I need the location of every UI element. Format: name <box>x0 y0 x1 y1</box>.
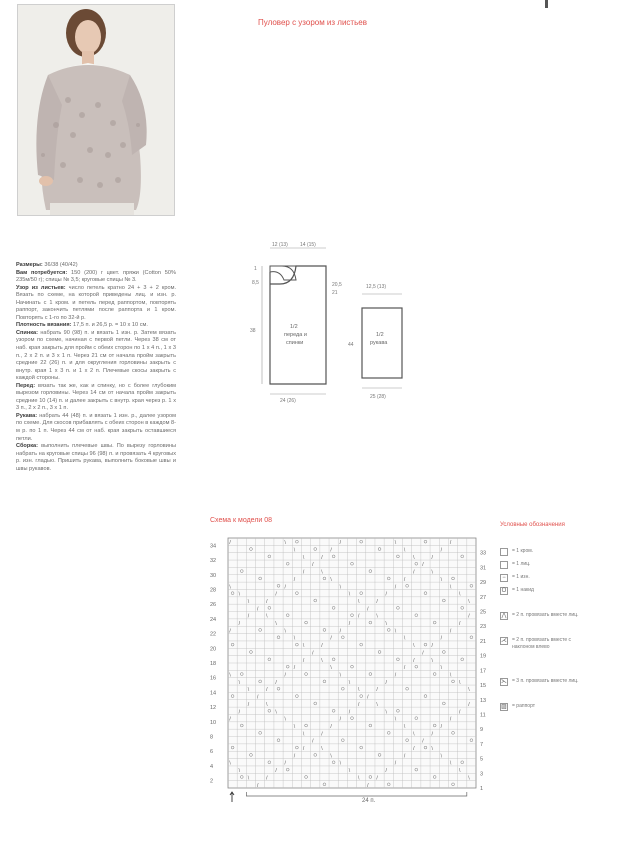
stitch-ssk: \ <box>247 775 250 782</box>
stitch-ssk: \ <box>284 628 286 635</box>
stitch-ssk: \ <box>394 716 397 723</box>
row-label-left: 2 <box>210 778 214 785</box>
stitch-k2tog: / <box>238 709 240 716</box>
row-label-right: 11 <box>480 712 486 719</box>
stitch-ssk: \ <box>357 598 360 605</box>
start-arrow-icon <box>230 792 234 802</box>
stitch-ssk: \ <box>321 657 323 664</box>
stitch-ssk: \ <box>376 613 378 620</box>
sleeve-label-1: 1/2 <box>376 332 384 338</box>
stitch-ssk: \ <box>468 687 470 694</box>
row-label-right: 3 <box>480 771 484 778</box>
row-label-right: 29 <box>480 580 487 587</box>
stitch-k2tog: / <box>275 768 277 775</box>
row-label-left: 12 <box>210 705 217 712</box>
stitch-k2tog: / <box>238 621 240 628</box>
stitch-ssk: \ <box>385 621 387 628</box>
legend-symbol <box>500 561 508 569</box>
repeat-width-label: 24 п. <box>362 798 376 804</box>
stitch-ssk: \ <box>330 753 332 760</box>
legend <box>500 548 590 728</box>
stitch-k2tog: / <box>284 672 286 679</box>
stitch-ssk: \ <box>302 731 305 738</box>
row-label-right: 21 <box>480 638 487 645</box>
stitch-ssk: \ <box>403 723 406 730</box>
stitch-ssk: \ <box>449 584 452 591</box>
stitch-ssk: \ <box>459 768 461 775</box>
stitch-k2tog: / <box>385 768 387 775</box>
stitch-k2tog: / <box>302 657 305 664</box>
row-label-right: 25 <box>480 609 487 616</box>
stitch-k2tog: / <box>293 665 296 672</box>
model-photo <box>17 4 175 216</box>
legend-item: = 1 лиц. <box>500 561 590 571</box>
stitch-k2tog: / <box>284 760 286 767</box>
stitch-ssk: \ <box>266 701 268 708</box>
dim-sleeve-top: 12,5 (13) <box>366 284 387 290</box>
knitting-chart <box>206 530 496 808</box>
stitch-ssk: \ <box>293 635 296 642</box>
legend-item: − = 1 изн. <box>500 574 590 584</box>
stitch-k2tog: / <box>229 716 231 723</box>
stitch-k2tog: / <box>275 591 277 598</box>
stitch-k2tog: / <box>394 760 397 767</box>
instruction-paragraph: Сборка: выполнить плечевые швы. По вырезу горловины набрать на круговые спицы 96 (98) п. и провязать 4 круговых р. изн. гладью. Пришить рукава, выполнить боковые швы и швы рукавов. <box>16 443 176 472</box>
dim-sleeve-height: 44 <box>348 342 354 348</box>
stitch-k2tog: / <box>459 709 461 716</box>
legend-item: = 1 кром. <box>500 548 590 558</box>
legend-symbol: ▨ <box>501 704 507 710</box>
stitch-ssk: \ <box>413 643 415 650</box>
row-label-right: 9 <box>480 727 484 734</box>
front-label-2: переда и <box>284 332 307 338</box>
instruction-paragraph: Плотность вязания: 17,5 п. и 26,5 р. = 10 х 10 см. <box>16 322 148 329</box>
stitch-ssk: \ <box>394 540 397 547</box>
stitch-ssk: \ <box>330 576 332 583</box>
row-label-left: 8 <box>210 734 214 741</box>
stitch-k2tog: / <box>256 782 259 789</box>
stitch-k2tog: / <box>449 628 452 635</box>
stitch-k2tog: / <box>403 753 406 760</box>
stitch-ssk: \ <box>468 598 470 605</box>
stitch-ssk: \ <box>302 554 305 561</box>
dim-right-arm: 20,5 <box>332 282 342 288</box>
stitch-ssk: \ <box>348 591 351 598</box>
stitch-k2tog: / <box>385 679 387 686</box>
row-label-left: 4 <box>210 763 214 770</box>
row-label-left: 24 <box>210 616 217 623</box>
page-title: Пуловер с узором из листьев <box>258 18 367 27</box>
stitch-k2tog: / <box>312 738 314 745</box>
stitch-k2tog: / <box>440 547 443 554</box>
stitch-k2tog: / <box>413 746 415 753</box>
stitch-ssk: \ <box>275 709 277 716</box>
stitch-k2tog: / <box>431 643 433 650</box>
front-label-1: 1/2 <box>290 324 298 330</box>
row-label-left: 32 <box>210 558 217 565</box>
stitch-ssk: \ <box>385 709 387 716</box>
stitch-k2tog: / <box>468 613 470 620</box>
stitch-ssk: \ <box>348 679 351 686</box>
stitch-k2tog: / <box>385 591 387 598</box>
stitch-k2tog: / <box>468 701 470 708</box>
stitch-ssk: \ <box>266 613 268 620</box>
row-label-left: 20 <box>210 646 217 653</box>
stitch-ssk: \ <box>431 657 433 664</box>
stitch-k2tog: / <box>367 782 369 789</box>
row-label-left: 34 <box>210 543 217 550</box>
row-label-right: 5 <box>480 756 484 763</box>
legend-item: ▨ = раппорт <box>501 703 536 710</box>
stitch-ssk: \ <box>284 540 286 547</box>
legend-title: Условные обозначения <box>500 522 565 528</box>
legend-item: O = 1 накид <box>501 587 534 594</box>
dim-left-mid: 8,5 <box>252 280 259 286</box>
stitch-k2tog: / <box>330 635 332 642</box>
stitch-k2tog: / <box>422 738 424 745</box>
stitch-k2tog: / <box>357 613 360 620</box>
stitch-ssk: \ <box>339 760 342 767</box>
stitch-k2tog: / <box>394 672 397 679</box>
stitch-ssk: \ <box>293 547 296 554</box>
instructions-text <box>16 262 176 473</box>
stitch-k2tog: / <box>256 606 259 613</box>
stitch-k2tog: / <box>293 576 296 583</box>
stitch-k2tog: / <box>394 584 397 591</box>
model-photo-illustration <box>18 5 174 215</box>
row-label-right: 31 <box>480 565 487 572</box>
stitch-k2tog: / <box>284 584 286 591</box>
stitch-ssk: \ <box>247 687 250 694</box>
stitch-ssk: \ <box>468 775 470 782</box>
stitch-k2tog: / <box>247 613 250 620</box>
stitch-ssk: \ <box>413 554 415 561</box>
stitch-k2tog: / <box>348 709 351 716</box>
stitch-k2tog: / <box>431 554 433 561</box>
page-corner-mark <box>545 0 548 8</box>
stitch-k2tog: / <box>302 569 305 576</box>
row-label-left: 22 <box>210 631 217 638</box>
legend-symbol: ⋀ <box>501 613 507 619</box>
legend-item: ⋀ = 2 п. провязать вместе лиц. <box>501 612 579 619</box>
dim-top-neck2: 14 (15) <box>300 242 316 248</box>
row-label-right: 33 <box>480 550 487 557</box>
row-label-right: 17 <box>480 668 487 675</box>
stitch-k2tog: / <box>321 731 323 738</box>
dim-bottom: 24 (26) <box>280 398 296 404</box>
sleeve-label-2: рукава <box>370 340 388 346</box>
stitch-ssk: \ <box>357 687 360 694</box>
row-label-right: 27 <box>480 594 487 601</box>
instruction-paragraph: Вам потребуется: 150 (200) г цвет. пряжи (Cotton 50% 235м/50 г); спицы № 3,5; круговые спицы № 3. <box>16 269 176 284</box>
stitch-k2tog: / <box>312 562 314 569</box>
stitch-k2tog: / <box>321 554 323 561</box>
row-label-left: 16 <box>210 675 217 682</box>
legend-item: ⋋ = 3 п. провязать вместе лиц. <box>501 678 579 685</box>
stitch-ssk: \ <box>459 591 461 598</box>
stitch-ssk: \ <box>238 591 240 598</box>
stitch-k2tog: / <box>431 731 433 738</box>
row-label-right: 7 <box>480 741 484 748</box>
stitch-ssk: \ <box>275 621 277 628</box>
dim-left-top: 1 <box>254 266 257 272</box>
instruction-paragraph: Перед: вязать так же, как и спинку, но с более глубоким вырезом горловины. Через 14 см от начала пройм закрыть средние 10 (14) п. и далее закрыть с внутр. края через р. 1 х 3 п., 2 х 2 п., 3 х 1 п. <box>16 382 176 412</box>
legend-symbol: ⋌ <box>501 638 507 644</box>
row-label-left: 30 <box>210 572 217 579</box>
legend-item: ⋌ = 2 п. провязать вместе с наклоном влево <box>501 637 572 650</box>
stitch-k2tog: / <box>422 562 424 569</box>
stitch-k2tog: / <box>367 606 369 613</box>
row-label-left: 28 <box>210 587 217 594</box>
stitch-k2tog: / <box>339 628 342 635</box>
row-label-right: 15 <box>480 683 487 690</box>
stitch-ssk: \ <box>238 768 240 775</box>
stitch-k2tog: / <box>339 716 342 723</box>
dim-top-neck: 12 (13) <box>272 242 288 248</box>
stitch-ssk: \ <box>449 760 452 767</box>
stitch-k2tog: / <box>330 547 332 554</box>
stitch-k2tog: / <box>266 687 268 694</box>
legend-symbol: ⋋ <box>501 679 507 685</box>
stitch-ssk: \ <box>403 547 406 554</box>
stitch-ssk: \ <box>339 584 342 591</box>
instruction-paragraph: Размеры: 36/38 (40/42) <box>16 262 78 268</box>
stitch-k2tog: / <box>321 643 323 650</box>
stitch-k2tog: / <box>275 679 277 686</box>
instruction-paragraph: Узор из листьев: число петель кратно 24 + 3 + 2 кром. Вязать по схеме, на которой приведены лиц. и изн. р. Начинать с 1 кром. и петель перед раппортом, повторять раппорт, закончить петлями после раппорта и 1 кром. Повторять с 1-го по 32-й р. <box>16 284 177 321</box>
front-back-piece <box>270 266 326 384</box>
stitch-ssk: \ <box>431 746 433 753</box>
stitch-k2tog: / <box>256 694 259 701</box>
stitch-k2tog: / <box>357 701 360 708</box>
chart-title: Схема к модели 08 <box>210 517 273 524</box>
stitch-ssk: \ <box>293 723 296 730</box>
row-label-right: 19 <box>480 653 487 660</box>
stitch-ssk: \ <box>403 635 406 642</box>
stitch-ssk: \ <box>229 584 231 591</box>
knitting-chart-svg <box>206 530 496 808</box>
legend-symbol <box>500 548 508 556</box>
stitch-k2tog: / <box>413 569 415 576</box>
stitch-ssk: \ <box>339 672 342 679</box>
stitch-k2tog: / <box>403 665 406 672</box>
stitch-ssk: \ <box>330 665 332 672</box>
stitch-k2tog: / <box>376 775 378 782</box>
stitch-ssk: \ <box>440 576 443 583</box>
legend-symbol: − <box>500 574 508 582</box>
stitch-k2tog: / <box>367 694 369 701</box>
stitch-ssk: \ <box>440 665 443 672</box>
stitch-ssk: \ <box>449 672 452 679</box>
stitch-ssk: \ <box>348 768 351 775</box>
stitch-k2tog: / <box>440 723 443 730</box>
stitch-ssk: \ <box>394 628 397 635</box>
stitch-ssk: \ <box>238 679 240 686</box>
stitch-ssk: \ <box>413 731 415 738</box>
dim-right-arm2: 21 <box>332 290 338 296</box>
stitch-k2tog: / <box>312 650 314 657</box>
stitch-k2tog: / <box>293 753 296 760</box>
stitch-k2tog: / <box>229 540 231 547</box>
instruction-paragraph: Спинка: набрать 90 (98) п. и вязать 1 изн. р. Затем вязать узором по схеме, начиная с первой петли. Через 38 см от наб. края закрыть для пройм с обеих сторон по 1 х 4 п., 1 х 3 п., 2 х 2 п. и 3 х 1 п. Через 21 см от начала пройм закрыть средние 22 (26) п. и для округления горловины закрыть с внутр. края 1 х 3 п. и 1 х 2 п. Плечевые скосы закрыть с каждой стороны. <box>16 329 176 382</box>
stitch-k2tog: / <box>403 576 406 583</box>
stitch-ssk: \ <box>357 775 360 782</box>
row-label-left: 14 <box>210 690 217 697</box>
legend-symbol: O <box>501 588 507 594</box>
stitch-k2tog: / <box>449 540 452 547</box>
row-label-right: 23 <box>480 624 487 631</box>
stitch-k2tog: / <box>266 775 268 782</box>
stitch-k2tog: / <box>413 657 415 664</box>
stitch-ssk: \ <box>440 753 443 760</box>
stitch-ssk: \ <box>229 760 231 767</box>
stitch-ssk: \ <box>321 746 323 753</box>
stitch-ssk: \ <box>431 569 433 576</box>
stitch-k2tog: / <box>376 687 378 694</box>
row-label-left: 10 <box>210 719 217 726</box>
instruction-paragraph: Рукава: набрать 44 (48) п. и вязать 1 изн. р., далее узором по схеме. Для скосов прибавлять с обеих сторон в каждом 8-м р. по 1 п. Через 44 см от наб. края закрыть оставшиеся петли. <box>16 412 176 442</box>
row-label-right: 13 <box>480 697 487 704</box>
row-label-left: 6 <box>210 749 214 756</box>
stitch-k2tog: / <box>440 635 443 642</box>
stitch-k2tog: / <box>459 621 461 628</box>
stitch-ssk: \ <box>284 716 286 723</box>
row-label-left: 26 <box>210 602 217 609</box>
stitch-k2tog: / <box>422 650 424 657</box>
stitch-ssk: \ <box>247 598 250 605</box>
front-label-3: спинки <box>286 340 304 346</box>
stitch-ssk: \ <box>229 672 231 679</box>
stitch-k2tog: / <box>302 746 305 753</box>
stitch-k2tog: / <box>330 723 332 730</box>
dim-sleeve-bottom: 25 (28) <box>370 394 386 400</box>
stitch-ssk: \ <box>321 569 323 576</box>
stitch-ssk: \ <box>302 643 305 650</box>
repeat-bracket <box>246 792 466 796</box>
row-label-right: 1 <box>480 786 484 792</box>
stitch-k2tog: / <box>449 716 452 723</box>
row-label-left: 18 <box>210 661 217 667</box>
stitch-k2tog: / <box>247 701 250 708</box>
stitch-k2tog: / <box>348 621 351 628</box>
stitch-ssk: \ <box>376 701 378 708</box>
stitch-k2tog: / <box>266 598 268 605</box>
stitch-k2tog: / <box>376 598 378 605</box>
dim-left-main: 38 <box>250 328 256 334</box>
stitch-ssk: \ <box>459 679 461 686</box>
garment-schematic <box>244 236 420 406</box>
stitch-k2tog: / <box>229 628 231 635</box>
stitch-k2tog: / <box>339 540 342 547</box>
